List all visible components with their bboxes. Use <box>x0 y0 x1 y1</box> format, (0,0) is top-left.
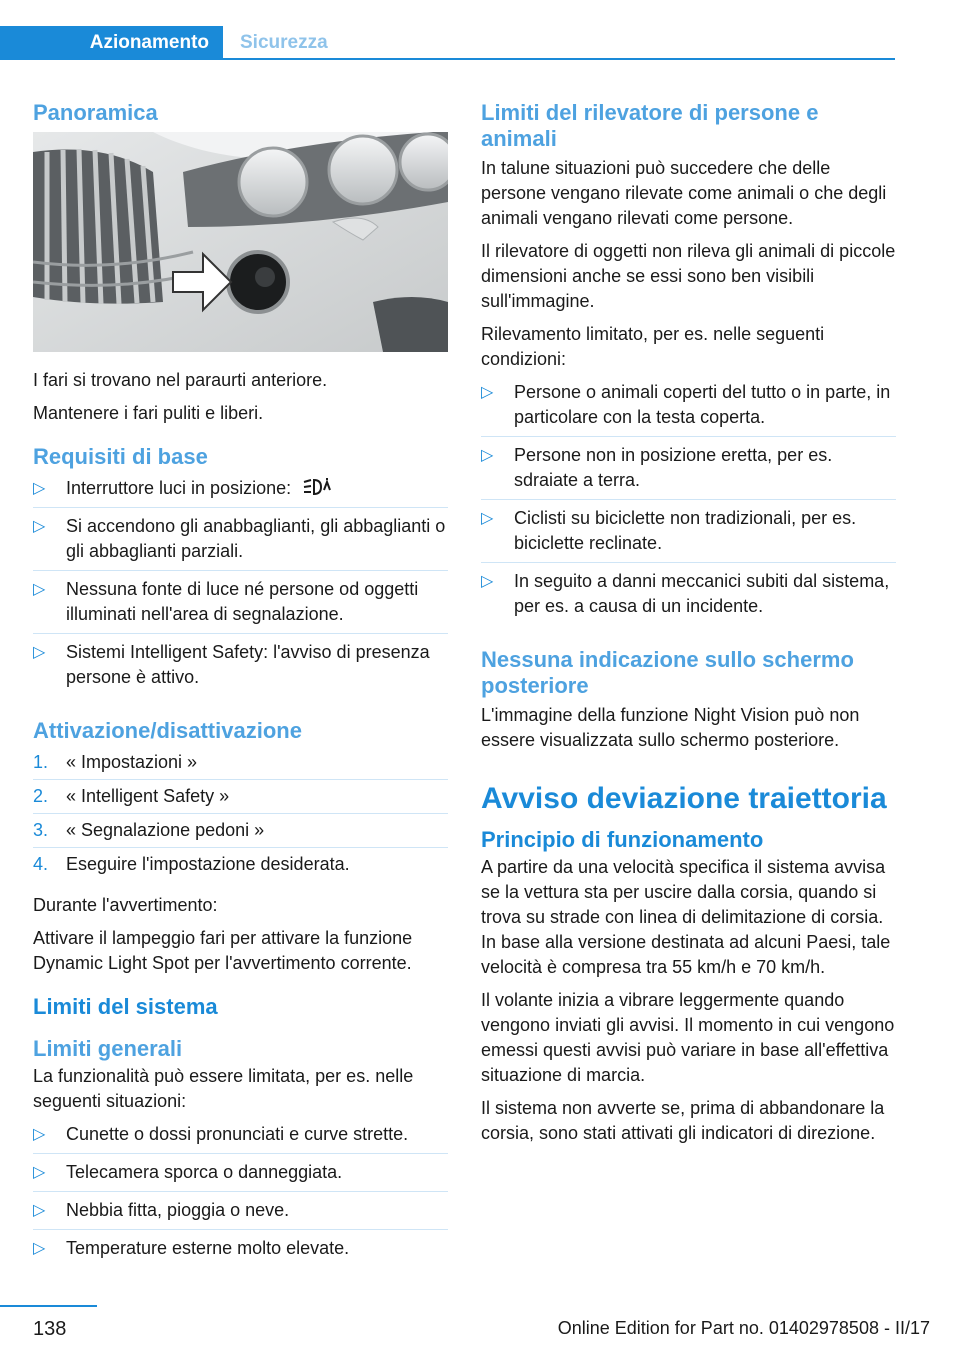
requirements-list <box>33 476 448 696</box>
list-item: ▷ Nebbia fitta, pioggia o neve. <box>33 1198 448 1230</box>
section-title-limiti-sistema: Limiti del sistema <box>33 994 218 1019</box>
headlight-figure <box>33 132 448 352</box>
section-title-requisiti: Requisiti di base <box>33 444 208 469</box>
overview-text-1: I fari si trovano nel paraurti anteriore. <box>33 370 328 390</box>
tab-sicurezza[interactable]: Sicurezza <box>240 32 328 53</box>
detector-text-2: Il rilevatore di oggetti non rileva gli animali di piccole dimensioni anche se essi sono ben visibili sull'immagine. <box>481 241 896 311</box>
detector-list <box>481 380 896 625</box>
list-item: 2. « Intelligent Safety » <box>33 784 448 814</box>
list-item: 3. « Segnalazione pedoni » <box>33 818 448 848</box>
overview-text-2: Mantenere i fari puliti e liberi. <box>33 403 264 423</box>
section-title-rilevatore: Limiti del rilevatore di persone e animali <box>481 100 819 151</box>
principle-text-3: Il sistema non avverte se, prima di abbandonare la corsia, sono stati attivati gli indicatori di direzione. <box>481 1098 885 1143</box>
activation-steps <box>33 750 448 881</box>
triangle-bullet-icon: ▷ <box>481 573 494 590</box>
activation-text-1: Durante l'avvertimento: <box>33 895 218 915</box>
footer-rule <box>0 1305 97 1307</box>
list-item: 1. « Impostazioni » <box>33 750 448 780</box>
list-item: ▷ Si accendono gli anabbaglianti, gli abbaglianti o gli abbaglianti parziali. <box>33 514 448 571</box>
limits-list <box>33 1122 448 1267</box>
right-column <box>481 100 896 1154</box>
list-item: 4. Eseguire l'impostazione desiderata. <box>33 854 350 874</box>
triangle-bullet-icon: ▷ <box>33 1126 46 1143</box>
header-rule <box>223 58 895 60</box>
triangle-bullet-icon: ▷ <box>33 518 46 535</box>
detector-text-3: Rilevamento limitato, per es. nelle seguenti condizioni: <box>481 324 825 369</box>
list-item: ▷ Cunette o dossi pronunciati e curve strette. <box>33 1122 448 1154</box>
list-item: ▷ Interruttore luci in posizione: <box>33 476 448 508</box>
triangle-bullet-icon: ▷ <box>33 1202 46 1219</box>
page-number: 138 <box>33 1318 67 1340</box>
section-title-schermo-posteriore: Nessuna indicazione sullo schermo posteriore <box>481 647 854 698</box>
section-title-limiti-generali: Limiti generali <box>33 1036 183 1061</box>
section-title-attivazione: Attivazione/disattivazione <box>33 718 302 743</box>
triangle-bullet-icon: ▷ <box>33 581 46 598</box>
left-column <box>33 100 448 1279</box>
triangle-bullet-icon: ▷ <box>33 1240 46 1257</box>
principle-text-2: Il volante inizia a vibrare leggermente quando vengono inviati gli avvisi. Il momento in cui vengono emessi questi avvisi può variare in base all'effettiva situazione di marcia. <box>481 990 895 1085</box>
tab-azionamento[interactable]: Azionamento <box>0 26 223 60</box>
section-title-panoramica: Panoramica <box>33 100 158 125</box>
list-item: ▷ Ciclisti su biciclette non tradizionali, per es. biciclette reclinate. <box>481 506 896 563</box>
triangle-bullet-icon: ▷ <box>33 480 46 497</box>
triangle-bullet-icon: ▷ <box>481 447 494 464</box>
edition-text: Online Edition for Part no. 01402978508 - II/17 <box>557 1318 930 1338</box>
detector-text-1: In talune situazioni può succedere che delle persone vengano rilevate come animali o che degli animali vengano rilevati come persone. <box>481 158 887 228</box>
list-item: ▷ In seguito a danni meccanici subiti dal sistema, per es. a causa di un incidente. <box>481 571 890 616</box>
limits-text: La funzionalità può essere limitata, per es. nelle seguenti situazioni: <box>33 1066 414 1111</box>
triangle-bullet-icon: ▷ <box>33 1164 46 1181</box>
list-item: ▷ Telecamera sporca o danneggiata. <box>33 1160 448 1192</box>
headlight-switch-icon <box>302 476 332 498</box>
list-item: ▷ Temperature esterne molto elevate. <box>33 1236 448 1267</box>
list-item: ▷ Persone o animali coperti del tutto o in parte, in particolare con la testa coperta. <box>481 380 896 437</box>
activation-text-2: Attivare il lampeggio fari per attivare la funzione Dynamic Light Spot per l'avvertimento corrente. <box>33 928 413 973</box>
triangle-bullet-icon: ▷ <box>481 510 494 527</box>
principle-text-1: A partire da una velocità specifica il sistema avvisa se la vettura sta per uscire dalla corsia, quando si trova su strade con linea di delimitazione di corsia. In base alla versione destinata ad alcuni Paesi, tale velocità è compresa tra 55 km/h e 70 km/h. <box>481 857 891 977</box>
rear-screen-text: L'immagine della funzione Night Vision può non essere visualizzata sullo schermo posteriore. <box>481 705 860 750</box>
triangle-bullet-icon: ▷ <box>33 644 46 661</box>
triangle-bullet-icon: ▷ <box>481 384 494 401</box>
car-front-illustration <box>33 132 448 352</box>
header-tabs <box>0 26 895 62</box>
section-title-principio: Principio di funzionamento <box>481 827 764 852</box>
list-item: ▷ Persone non in posizione eretta, per es. sdraiate a terra. <box>481 443 896 500</box>
list-item: ▷ Sistemi Intelligent Safety: l'avviso di presenza persone è attivo. <box>33 642 430 687</box>
list-item: ▷ Nessuna fonte di luce né persone od oggetti illuminati nell'area di segnalazione. <box>33 577 448 634</box>
chapter-title-avviso-deviazione: Avviso deviazione traiettoria <box>481 782 887 815</box>
